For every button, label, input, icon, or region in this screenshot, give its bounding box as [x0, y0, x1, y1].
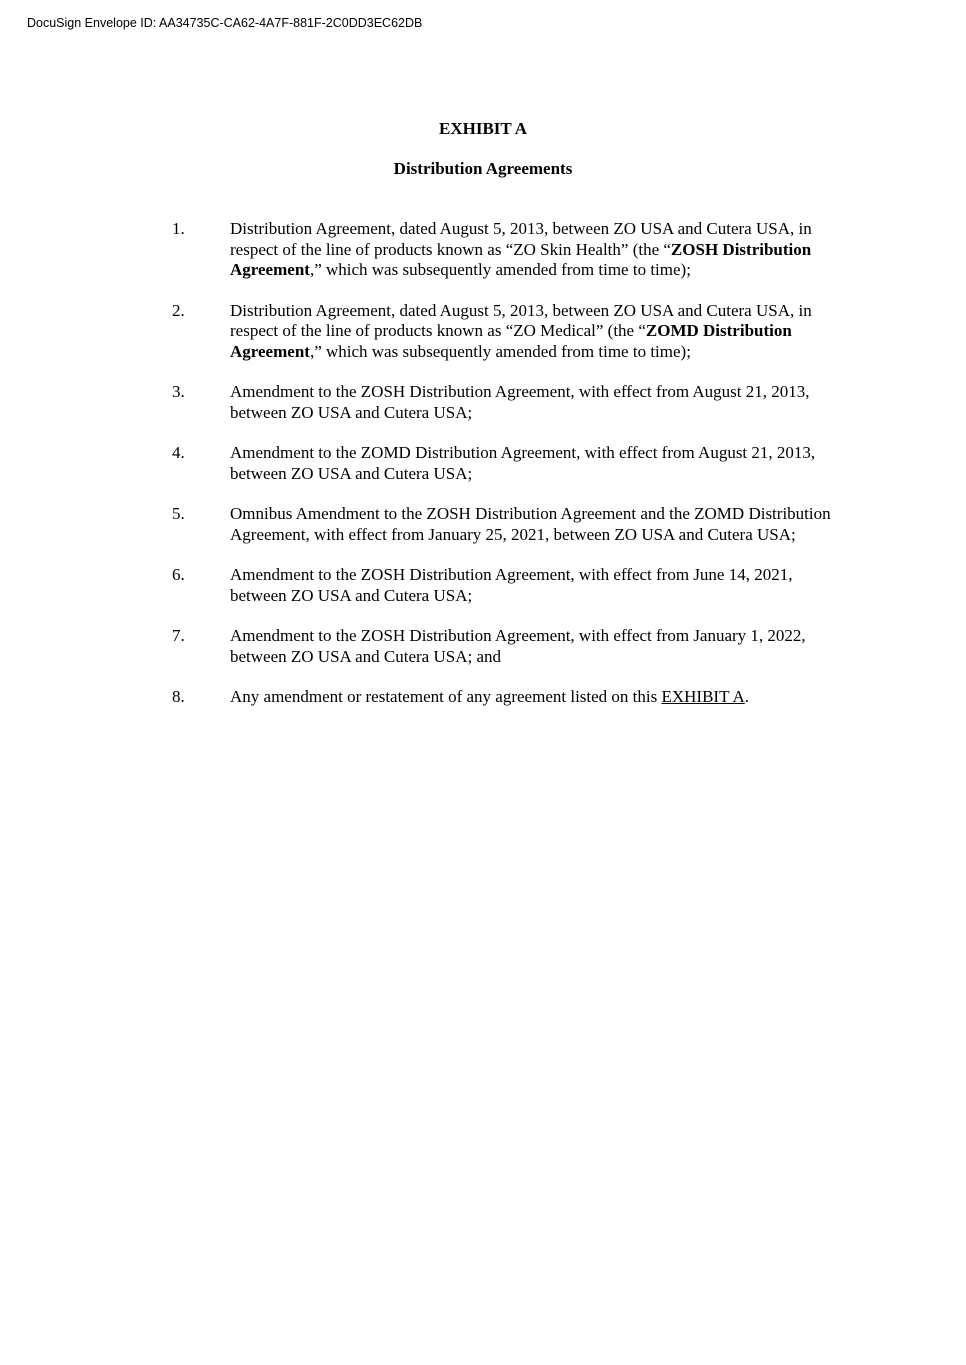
item-text	[230, 219, 850, 281]
list-item	[172, 382, 862, 423]
item-text	[230, 687, 850, 708]
item-number: 8.	[172, 687, 185, 706]
list-item	[172, 219, 862, 281]
item-text: Amendment to the ZOSH Distribution Agreement, with effect from January 1, 2022, between ZO USA and Cutera USA; and	[230, 626, 806, 666]
item-text-before: Any amendment or restatement of any agreement listed on this	[230, 687, 662, 706]
docusign-envelope-id: DocuSign Envelope ID: AA34735C-CA62-4A7F-881F-2C0DD3EC62DB	[27, 16, 423, 30]
list-item	[172, 565, 862, 606]
defined-term-bold: ZOMD Distribution Agreement	[230, 321, 792, 361]
item-number: 4.	[172, 443, 185, 462]
item-number: 5.	[172, 504, 185, 523]
list-item	[172, 626, 862, 667]
item-text: Amendment to the ZOMD Distribution Agreement, with effect from August 21, 2013, between ZO USA and Cutera USA;	[230, 443, 816, 483]
exhibit-title: EXHIBIT A	[438, 119, 528, 138]
item-text-after: .	[744, 687, 749, 706]
item-number: 1.	[172, 219, 185, 238]
exhibit-a-reference: EXHIBIT A	[661, 687, 745, 706]
list-item	[172, 443, 862, 484]
item-number: 7.	[172, 626, 185, 645]
item-text-after: ,” which was subsequently amended from time to time);	[309, 260, 691, 279]
item-text: Omnibus Amendment to the ZOSH Distribution Agreement and the ZOMD Distribution Agreement, with effect from January 25, 2021, between ZO USA and Cutera USA;	[230, 504, 831, 544]
exhibit-subtitle: Distribution Agreements	[393, 159, 573, 178]
item-text: Amendment to the ZOSH Distribution Agreement, with effect from June 14, 2021, between ZO USA and Cutera USA;	[230, 565, 793, 605]
agreement-list	[172, 219, 862, 728]
item-number: 2.	[172, 300, 185, 320]
item-text: Amendment to the ZOSH Distribution Agreement, with effect from August 21, 2013, between ZO USA and Cutera USA;	[230, 382, 810, 422]
list-item	[172, 687, 862, 708]
item-text-before: Distribution Agreement, dated August 5, 2013, between ZO USA and Cutera USA, in respect of the line of products known as “ZO Medical” (the “	[230, 300, 812, 340]
list-item	[172, 504, 862, 545]
item-number: 6.	[172, 565, 185, 584]
item-number: 3.	[172, 382, 185, 401]
defined-term-bold: ZOSH Distribution Agreement	[230, 239, 812, 279]
list-item	[172, 301, 862, 363]
item-text	[230, 301, 850, 363]
item-text-after: ,” which was subsequently amended from time to time);	[309, 341, 691, 361]
item-text-before: Distribution Agreement, dated August 5, 2013, between ZO USA and Cutera USA, in respect of the line of products known as “ZO Skin Health” (the “	[230, 219, 812, 259]
